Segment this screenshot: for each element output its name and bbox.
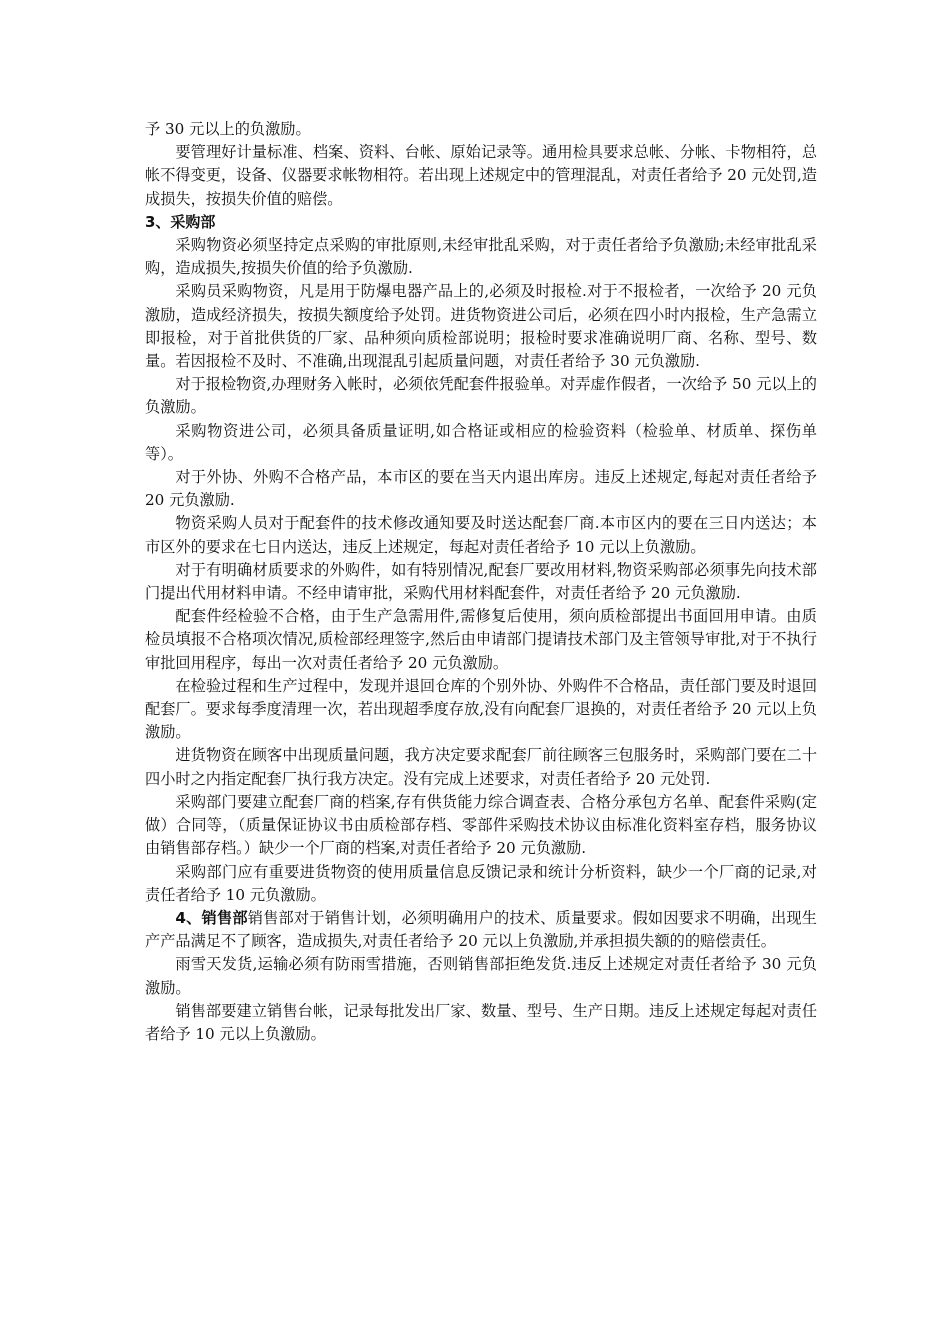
section-heading-sales: 4、销售部 — [175, 908, 248, 927]
section-heading-purchase: 3、采购部 — [145, 212, 216, 231]
intro-paragraph-continuation: 予 30 元以上的负激励。 — [145, 120, 311, 138]
purchase-paragraph: 采购物资进公司，必须具备质量证明,如合格证或相应的检验资料（检验单、材质单、探伤单等）。 — [145, 421, 817, 463]
sales-paragraph: 销售部要建立销售台帐，记录每批发出厂家、数量、型号、生产日期。违反上述规定每起对责任者给予 10 元以上负激励。 — [145, 1001, 817, 1043]
purchase-paragraph: 采购物资必须坚持定点采购的审批原则,未经审批乱采购，对于责任者给予负激励;未经审批乱采购，造成损失,按损失价值的给予负激励. — [145, 236, 817, 278]
sales-intro-text: 销售部对于销售计划，必须明确用户的技术、质量要求。假如因要求不明确，出现生产产品满足不了顾客，造成损失,对责任者给予 20 元以上负激励,并承担损失额的的赔偿责任。 — [145, 908, 817, 951]
purchase-paragraph: 配套件经检验不合格，由于生产急需用件,需修复后使用，须向质检部提出书面回用申请。由质检员填报不合格项次情况,质检部经理签字,然后由申请部门提请技术部门及主管领导审批,对于不执行审批回用程序，每出一次对责任者给予 20 元负激励。 — [145, 607, 817, 672]
sales-intro-paragraph — [145, 907, 817, 953]
document-page — [145, 118, 817, 1046]
purchase-paragraph: 对于报检物资,办理财务入帐时，必须依凭配套件报验单。对弄虚作假者，一次给予 50 元以上的负激励。 — [145, 375, 817, 417]
purchase-paragraph: 采购部门要建立配套厂商的档案,存有供货能力综合调查表、合格分承包方名单、配套件采购(定做）合同等，（质量保证协议书由质检部存档、零部件采购技术协议由标准化资料室存档，服务协议由销售部存档。）缺少一个厂商的档案,对责任者给予 20 元负激励. — [145, 792, 817, 858]
purchase-paragraph: 对于有明确材质要求的外购件，如有特别情况,配套厂要改用材料,物资采购部必须事先向技术部门提出代用材料申请。不经申请审批，采购代用材料配套件，对责任者给予 20 元负激励. — [145, 560, 817, 603]
purchase-paragraph: 对于外协、外购不合格产品，本市区的要在当天内退出库房。违反上述规定,每起对责任者给予 20 元负激励. — [145, 468, 817, 510]
intro-paragraph-metrology: 要管理好计量标准、档案、资料、台帐、原始记录等。通用检具要求总帐、分帐、卡物相符，总帐不得变更，设备、仪器要求帐物相符。若出现上述规定中的管理混乱，对责任者给予 20 元处罚,造成损失，按损失价值的赔偿。 — [145, 143, 817, 208]
purchase-paragraph: 采购员采购物资，凡是用于防爆电器产品上的,必须及时报检.对于不报检者，一次给予 20 元负激励，造成经济损失，按损失额度给予处罚。进货物资进公司后，必须在四小时内报检，生产急需立即报检，对于首批供货的厂家、品种须向质检部说明；报检时要求准确说明厂商、名称、型号、数量。若因报检不及时、不准确,出现混乱引起质量问题，对责任者给予 30 元负激励. — [145, 282, 817, 371]
purchase-paragraph: 在检验过程和生产过程中，发现并退回仓库的个别外协、外购件不合格品，责任部门要及时退回配套厂。要求每季度清理一次，若出现超季度存放,没有向配套厂退换的，对责任者给予 20 元以上负激励。 — [145, 676, 817, 742]
purchase-paragraph: 进货物资在顾客中出现质量问题，我方决定要求配套厂前往顾客三包服务时，采购部门要在二十四小时之内指定配套厂执行我方决定。没有完成上述要求，对责任者给予 20 元处罚. — [145, 746, 817, 788]
purchase-paragraph: 采购部门应有重要进货物资的使用质量信息反馈记录和统计分析资料，缺少一个厂商的记录,对责任者给予 10 元负激励。 — [145, 862, 817, 904]
sales-paragraph: 雨雪天发货,运输必须有防雨雪措施，否则销售部拒绝发货.违反上述规定对责任者给予 30 元负激励。 — [145, 955, 817, 997]
purchase-paragraph: 物资采购人员对于配套件的技术修改通知要及时送达配套厂商.本市区内的要在三日内送达；本市区外的要求在七日内送达，违反上述规定，每起对责任者给予 10 元以上负激励。 — [145, 514, 817, 556]
